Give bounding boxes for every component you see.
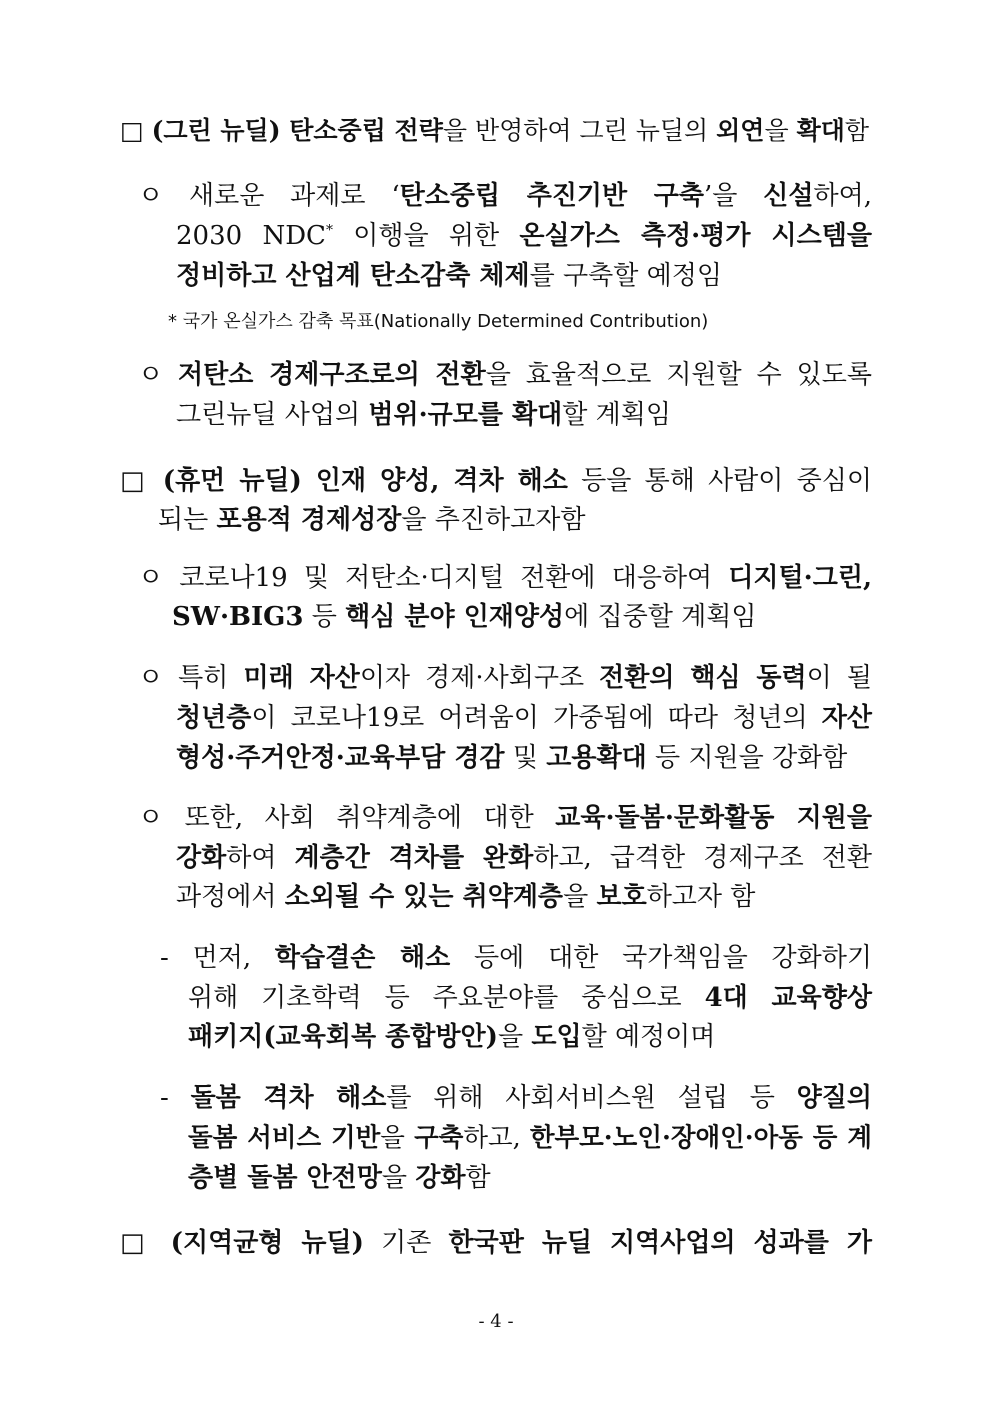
heading-human-new-deal-line-1: □ (휴먼 뉴딜) 인재 양성, 격차 해소 등을 통해 사람이 중심이 bbox=[120, 466, 872, 496]
dash-care-line-1: - 돌봄 격차 해소를 위해 사회서비스원 설립 등 양질의 bbox=[160, 1083, 872, 1113]
dash-care-line-3: 층별 돌봄 안전망을 강화함 bbox=[188, 1163, 491, 1193]
checkbox-symbol: □ bbox=[120, 1228, 171, 1258]
bullet-talent-line-1: ㅇ 코로나19 및 저탄소·디지털 전환에 대응하여 디지털·그린, bbox=[138, 563, 872, 593]
heading-human-new-deal-line-2: 되는 포용적 경제성장을 추진하고자함 bbox=[158, 505, 586, 535]
dash-learning-line-1: - 먼저, 학습결손 해소 등에 대한 국가책임을 강화하기 bbox=[160, 943, 873, 973]
bullet-carbon-neutral-line-2: 2030 NDC* 이행을 위한 온실가스 측정·평가 시스템을 bbox=[176, 221, 873, 251]
bullet-vulnerable-line-1: ㅇ 또한, 사회 취약계층에 대한 교육·돌봄·문화활동 지원을 bbox=[138, 803, 872, 833]
heading-green-new-deal: □ (그린 뉴딜) 탄소중립 전략을 반영하여 그린 뉴딜의 외연을 확대함 bbox=[120, 116, 870, 145]
footnote-marker: * bbox=[325, 222, 333, 239]
bullet-youth-line-3: 형성·주거안정·교육부담 경감 및 고용확대 등 지원을 강화함 bbox=[176, 743, 848, 773]
footnote-ndc: * 국가 온실가스 감축 목표(Nationally Determined Contribution) bbox=[168, 311, 709, 332]
bullet-low-carbon-line-1: ㅇ 저탄소 경제구조로의 전환을 효율적으로 지원할 수 있도록 bbox=[138, 360, 872, 390]
bullet-vulnerable-line-3: 과정에서 소외될 수 있는 취약계층을 보호하고자 함 bbox=[176, 882, 756, 912]
bullet-carbon-neutral-line-1: ㅇ 새로운 과제로 ‘탄소중립 추진기반 구축’을 신설하여, bbox=[138, 181, 872, 211]
dash-care-line-2: 돌봄 서비스 기반을 구축하고, 한부모·노인·장애인·아동 등 계 bbox=[188, 1123, 872, 1153]
bullet-carbon-neutral-line-3: 정비하고 산업계 탄소감축 체제를 구축할 예정임 bbox=[176, 261, 723, 291]
dash-learning-line-2: 위해 기초학력 등 주요분야를 중심으로 4대 교육향상 bbox=[188, 983, 872, 1013]
checkbox-symbol: □ bbox=[120, 116, 152, 145]
bullet-talent-line-2: SW·BIG3 등 핵심 분야 인재양성에 집중할 계획임 bbox=[172, 602, 757, 632]
bullet-low-carbon-line-2: 그린뉴딜 사업의 범위·규모를 확대할 계획임 bbox=[176, 400, 671, 430]
dash-learning-line-3: 패키지(교육회복 종합방안)을 도입할 예정이며 bbox=[188, 1022, 716, 1052]
bullet-youth-line-2: 청년층이 코로나19로 어려움이 가중됨에 따라 청년의 자산 bbox=[176, 703, 872, 733]
bullet-youth-line-1: ㅇ 특히 미래 자산이자 경제·사회구조 전환의 핵심 동력이 될 bbox=[138, 663, 872, 693]
page-number: - 4 - bbox=[478, 1311, 514, 1332]
bullet-vulnerable-line-2: 강화하여 계층간 격차를 완화하고, 급격한 경제구조 전환 bbox=[176, 843, 872, 873]
heading-regional-new-deal: □ (지역균형 뉴딜) 기존 한국판 뉴딜 지역사업의 성과를 가 bbox=[120, 1228, 872, 1258]
checkbox-symbol: □ bbox=[120, 466, 163, 496]
